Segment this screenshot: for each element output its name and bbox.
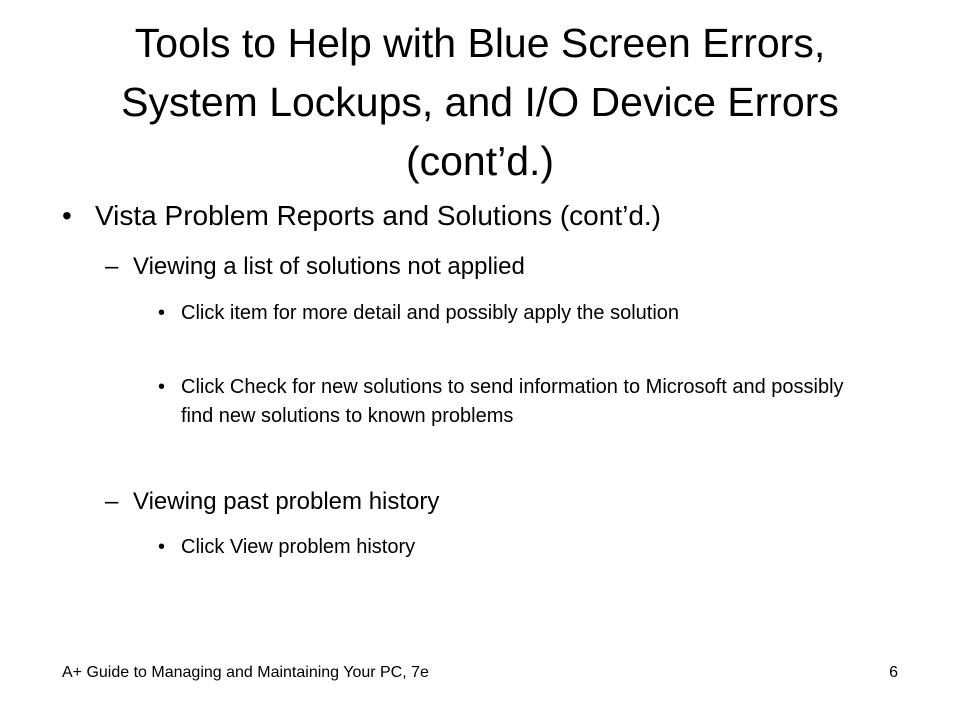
sub-bullet-text: Viewing past problem history [133, 488, 440, 515]
sub-sub-bullet-text: Click Check for new solutions to send information to Microsoft and possibly find new solutions to known problems [181, 376, 844, 427]
bullet-marker: • [62, 200, 72, 231]
page-number: 6 [889, 664, 898, 681]
bullet-level1 [62, 196, 922, 236]
sub-sub-bullet-check-solutions [158, 373, 848, 431]
slide-title [40, 14, 920, 191]
bullet-text: Vista Problem Reports and Solutions (cont’d.) [95, 200, 661, 231]
sub-sub-bullet-text: Click View problem history [181, 536, 416, 558]
sub-bullet-text: Viewing a list of solutions not applied [133, 253, 525, 280]
sub-sub-bullet-view-history [158, 533, 848, 562]
footer-book-title: A+ Guide to Managing and Maintaining Your PC, 7e [62, 664, 429, 681]
sub-bullet-solutions-not-applied [105, 250, 925, 284]
sub-bullet-problem-history [105, 485, 925, 519]
bullet-marker: • [158, 536, 166, 558]
title-line-2: System Lockups, and I/O Device Errors [121, 79, 839, 125]
title-line-1: Tools to Help with Blue Screen Errors, [134, 20, 826, 66]
sub-sub-bullet-item-detail [158, 299, 848, 328]
dash-marker: – [105, 488, 119, 515]
title-line-3: (cont’d.) [405, 138, 555, 184]
dash-marker: – [105, 253, 119, 280]
bullet-marker: • [158, 376, 166, 398]
bullet-marker: • [158, 302, 166, 324]
sub-sub-bullet-text: Click item for more detail and possibly apply the solution [181, 302, 680, 324]
